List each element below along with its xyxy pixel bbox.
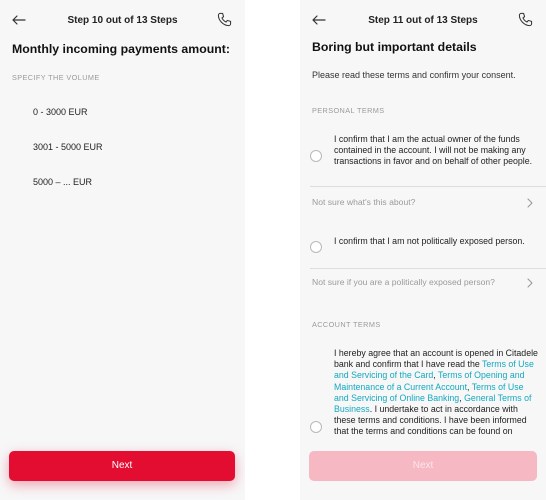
link-general-terms[interactable]: General Terms of Business — [334, 392, 532, 415]
link-card-terms[interactable]: Terms of Use and Servicing of the Card — [334, 359, 534, 381]
separator: , — [459, 392, 465, 403]
account-terms-radio[interactable] — [310, 421, 322, 433]
section-label-account-terms: ACCOUNT TERMS — [312, 320, 381, 329]
step-title: Step 11 out of 13 Steps — [368, 15, 478, 26]
intro-text: Please read these terms and confirm your consent. — [312, 70, 516, 80]
help-row-owner[interactable] — [312, 197, 534, 211]
help-row-pep[interactable] — [312, 277, 534, 291]
top-bar — [0, 0, 245, 40]
step-11-screen — [300, 0, 546, 500]
volume-option-3001-5000[interactable]: 3001 - 5000 EUR — [33, 142, 103, 152]
phone-icon[interactable] — [217, 12, 232, 27]
step-10-screen — [0, 0, 245, 500]
page-heading: Monthly incoming payments amount: — [12, 42, 230, 56]
page-heading: Boring but important details — [312, 40, 477, 54]
chevron-right-icon — [526, 278, 534, 288]
owner-consent-radio[interactable] — [310, 150, 322, 162]
link-current-account-terms[interactable]: Terms of Opening and Maintenance of a Current Account — [334, 370, 525, 392]
divider — [310, 186, 546, 187]
volume-option-5000-plus[interactable]: 5000 – ... EUR — [33, 177, 93, 187]
step-title: Step 10 out of 13 Steps — [67, 15, 178, 26]
separator: , — [467, 381, 472, 392]
owner-consent-text: I confirm that I am the actual owner of the funds contained in the account. I will not be making any transactions in favor and on behalf of other people. — [334, 134, 533, 167]
help-owner-label: Not sure what's this about? — [312, 197, 416, 207]
next-button[interactable]: Next — [9, 451, 235, 481]
phone-icon[interactable] — [518, 12, 533, 27]
account-terms-intro: I hereby agree that an account is opened in Citadele bank and confirm that I have read the — [334, 348, 538, 370]
account-terms-undertaking: . I undertake to act in accordance with these terms and conditions. I have been informed that the terms and conditions can be found on — [334, 404, 527, 437]
divider — [310, 268, 546, 269]
link-online-banking-terms[interactable]: Terms of Use and Servicing of Online Banking — [334, 381, 524, 403]
pep-consent-text: I confirm that I am not politically exposed person. — [334, 236, 525, 246]
account-terms-text — [334, 348, 539, 438]
separator: , — [433, 370, 439, 381]
section-label-volume: SPECIFY THE VOLUME — [12, 73, 100, 82]
help-pep-label: Not sure if you are a politically exposed person? — [312, 277, 495, 287]
section-label-personal-terms: PERSONAL TERMS — [312, 106, 385, 115]
top-bar — [300, 0, 546, 40]
pep-consent-radio[interactable] — [310, 241, 322, 253]
volume-option-0-3000[interactable]: 0 - 3000 EUR — [33, 107, 88, 117]
next-button-disabled[interactable]: Next — [309, 451, 537, 481]
chevron-right-icon — [526, 198, 534, 208]
